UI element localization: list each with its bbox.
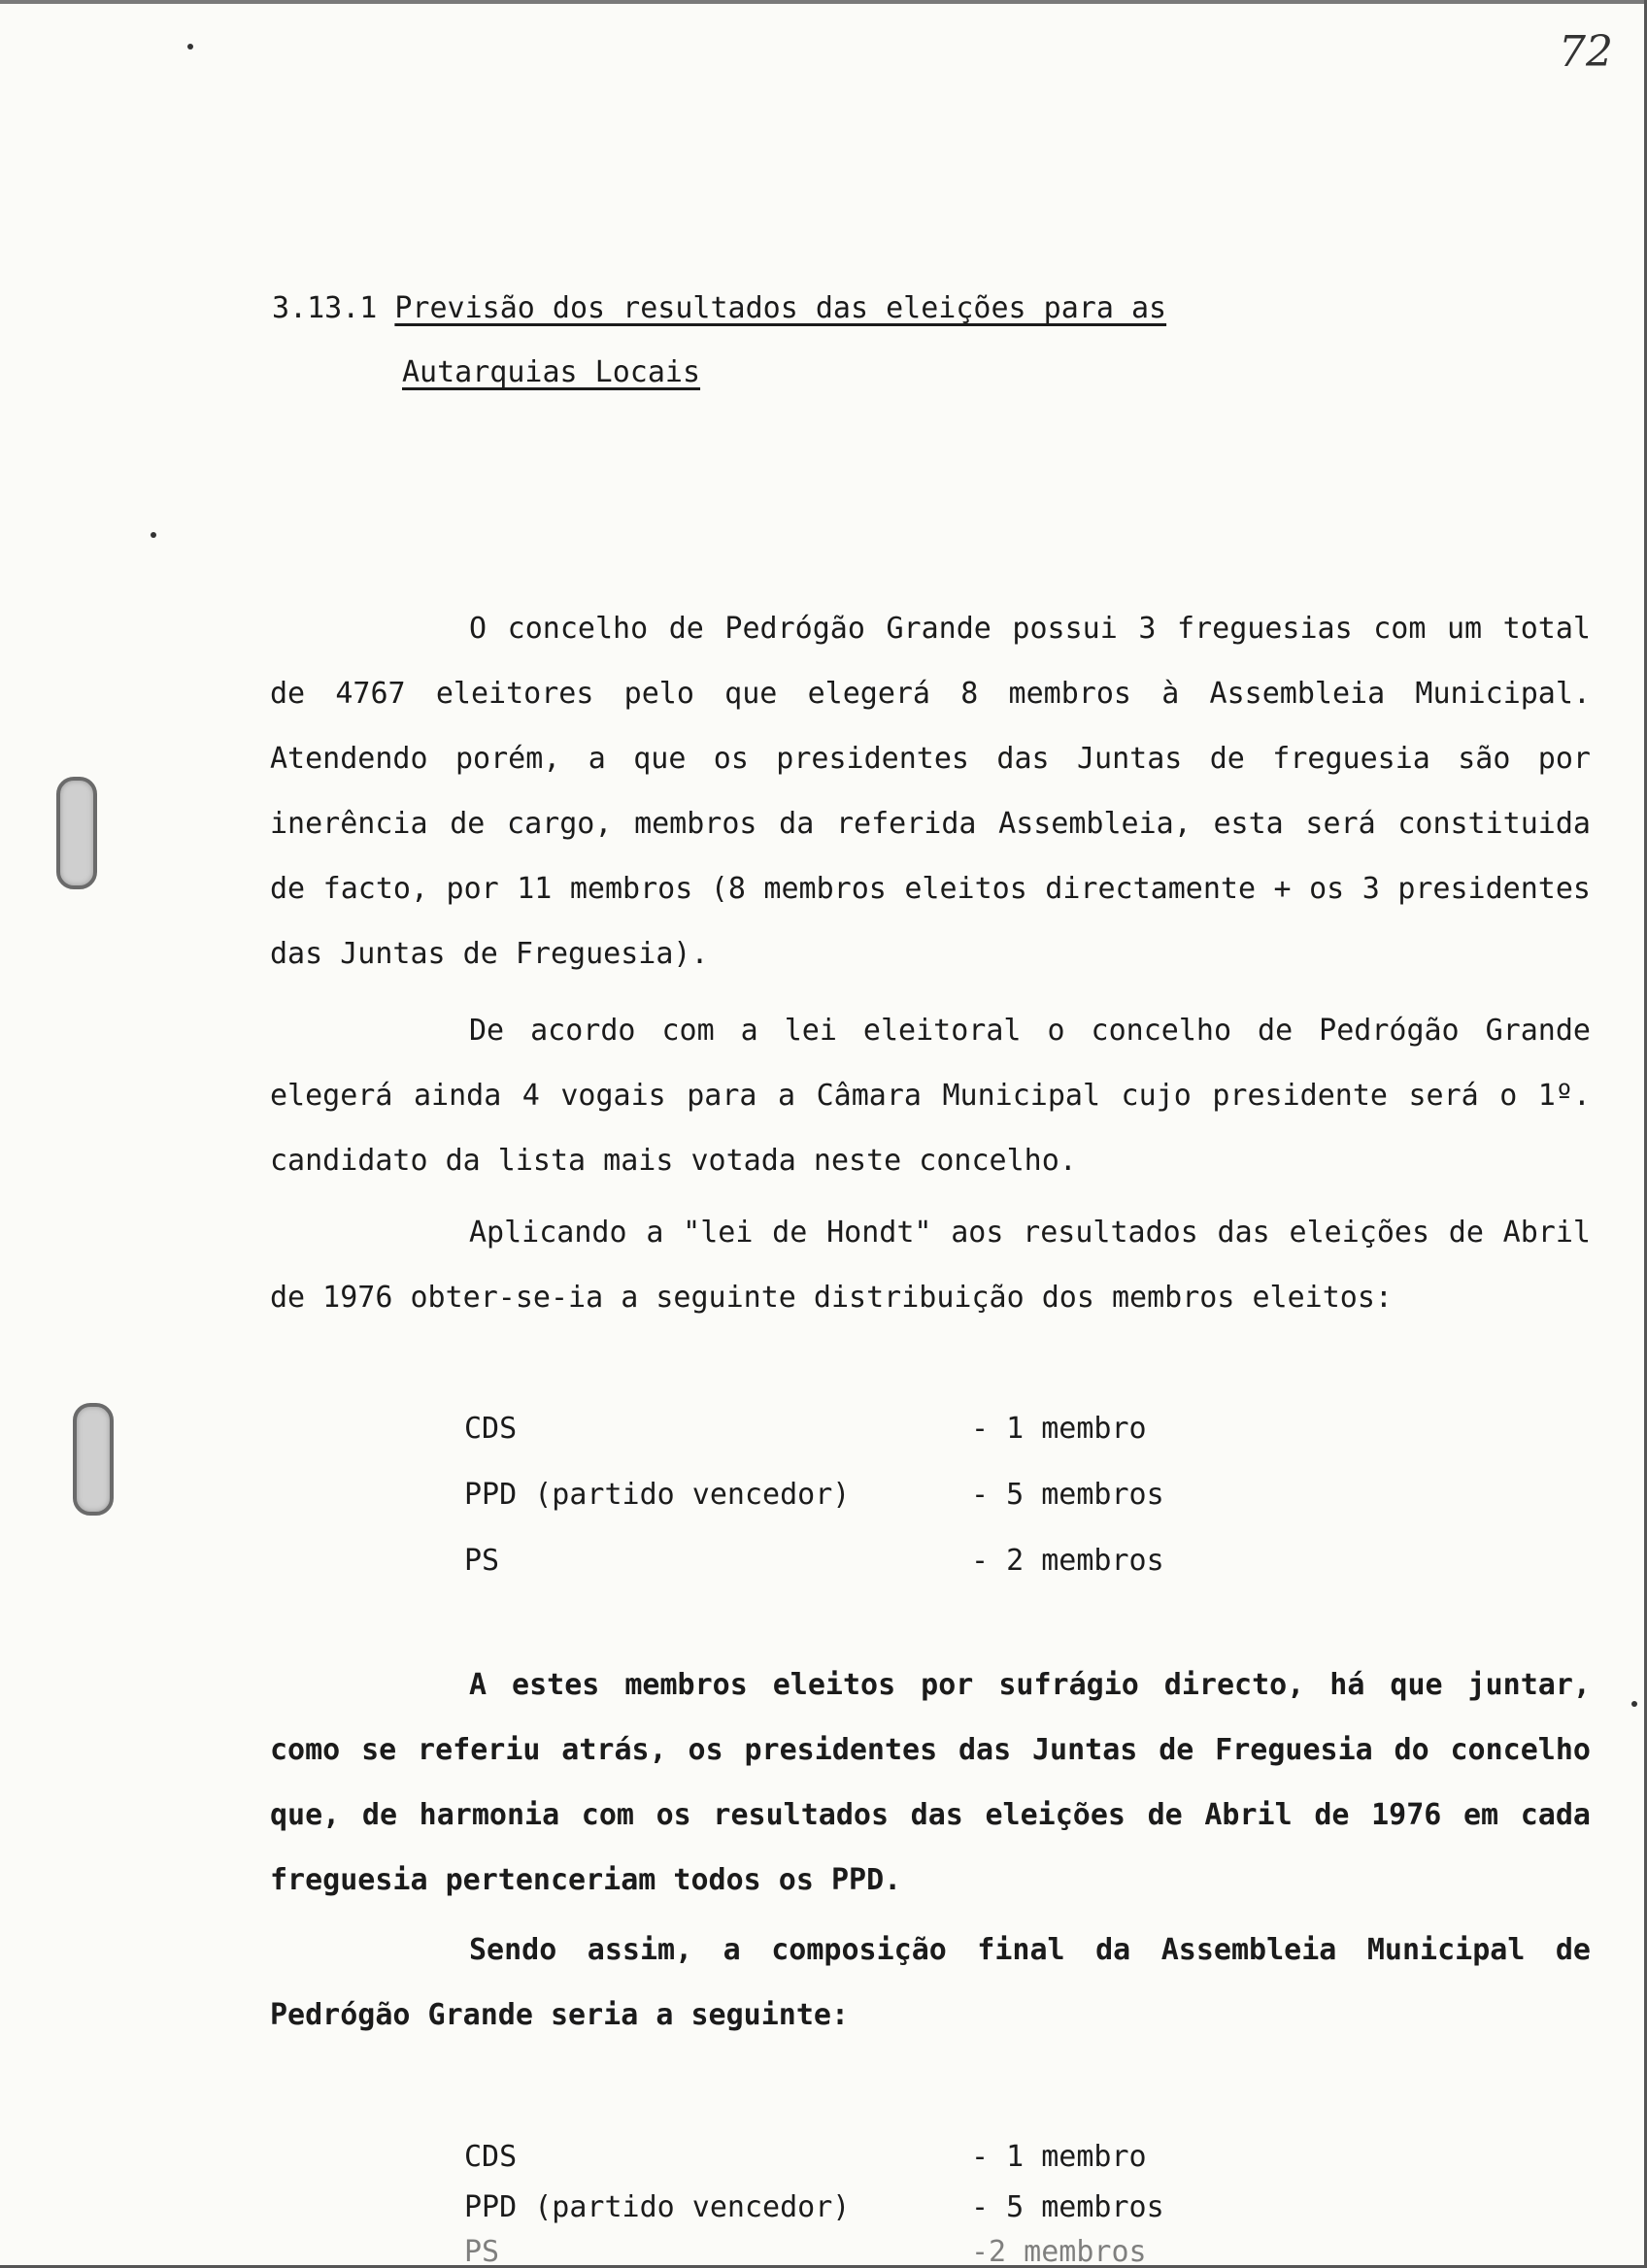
results-table-1 — [464, 1396, 1202, 1594]
paragraph-5 — [270, 1918, 1591, 2048]
paragraph-text: O concelho de Pedrógão Grande possui 3 freguesias com um total de 4767 eleitores pelo que elegerá 8 membros à Assembleia Municipal. Atendendo porém, a que os presidentes das Juntas de freguesia são por inerência de cargo, membros da referida Assembleia, esta será constituida de facto, por 11 membros (8 membros eleitos directamente + os 3 presidentes das Juntas de Freguesia). — [270, 612, 1591, 971]
table-row — [464, 1396, 1202, 1462]
party-cell: PPD (partido vencedor) — [464, 2190, 851, 2224]
results-table-2 — [464, 2132, 1202, 2268]
paragraph-text: De acordo com a lei eleitoral o concelho de Pedrógão Grande elegerá ainda 4 vogais para a Câmara Municipal cujo presidente será o 1º. candidato da lista mais votada neste concelho. — [270, 1014, 1591, 1178]
section-number: 3.13.1 — [272, 291, 378, 325]
table-row — [464, 1528, 1202, 1594]
table-row — [464, 2132, 1202, 2183]
party-cell: CDS — [464, 2140, 518, 2174]
table-row — [464, 2183, 1202, 2233]
page-number: 72 — [1559, 27, 1613, 77]
result-cell: -2 membros — [971, 2235, 1147, 2268]
section-title-line2: Autarquias Locais — [402, 355, 701, 389]
speck — [1631, 1701, 1637, 1707]
top-border — [0, 0, 1647, 4]
binder-ring-icon — [73, 1403, 114, 1516]
result-cell: - 5 membros — [971, 2190, 1164, 2224]
paragraph-2 — [270, 998, 1591, 1193]
section-heading — [272, 277, 1166, 405]
party-cell: CDS — [464, 1412, 518, 1446]
paragraph-1 — [270, 596, 1591, 986]
party-cell: PS — [464, 1544, 500, 1578]
paragraph-text: Sendo assim, a composição final da Assembleia Municipal de Pedrógão Grande seria a seguinte: — [270, 1933, 1591, 2032]
result-cell: - 1 membro — [971, 1412, 1147, 1446]
speck — [151, 532, 156, 538]
result-cell: - 2 membros — [971, 1544, 1164, 1578]
table-row — [464, 2233, 1202, 2268]
binder-ring-icon — [56, 777, 97, 889]
speck — [187, 44, 193, 50]
party-cell: PPD (partido vencedor) — [464, 1478, 851, 1512]
paragraph-text: Aplicando a "lei de Hondt" aos resultados das eleições de Abril de 1976 obter-se-ia a seguinte distribuição dos membros eleitos: — [270, 1216, 1591, 1315]
section-title-line1: Previsão dos resultados das eleições para as — [394, 291, 1167, 325]
party-cell: PS — [464, 2235, 500, 2268]
paragraph-text: A estes membros eleitos por sufrágio directo, há que juntar, como se referiu atrás, os presidentes das Juntas de Freguesia do concelho que, de harmonia com os resultados das eleições de Abril de 1976 em cada freguesia pertenceriam todos os PPD. — [270, 1668, 1591, 1897]
paragraph-4 — [270, 1652, 1591, 1913]
result-cell: - 5 membros — [971, 1478, 1164, 1512]
result-cell: - 1 membro — [971, 2140, 1147, 2174]
table-row — [464, 1462, 1202, 1528]
paragraph-3 — [270, 1200, 1591, 1330]
